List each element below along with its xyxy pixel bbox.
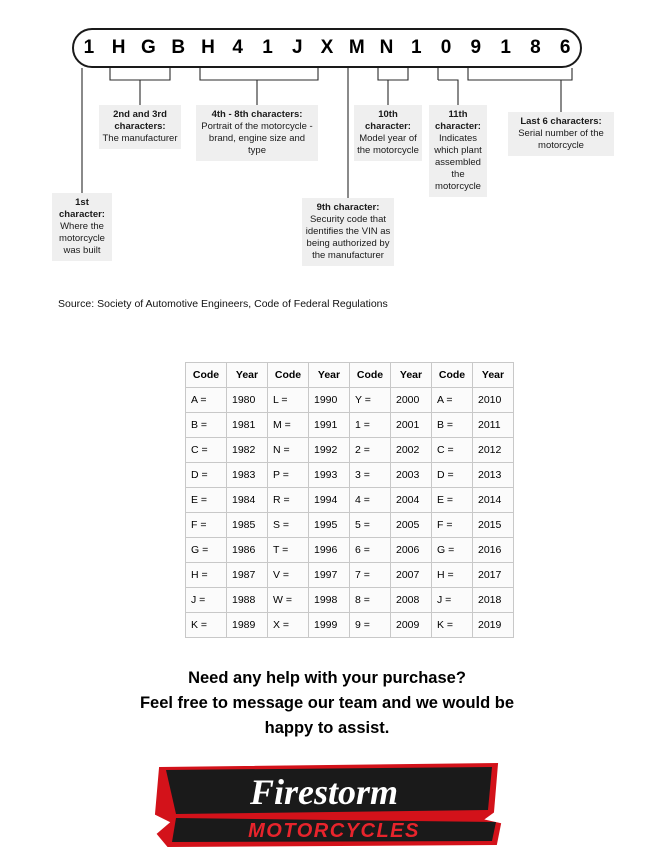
- callout-heading: 1st character:: [59, 197, 105, 220]
- cell-code: G =: [186, 538, 227, 563]
- cell-year: 2007: [391, 563, 432, 588]
- cell-code: N =: [268, 438, 309, 463]
- cell-code: F =: [432, 513, 473, 538]
- table-row: [186, 538, 514, 563]
- help-line-1: Need any help with your purchase?: [188, 669, 466, 687]
- vin-char: B: [171, 37, 186, 58]
- cell-year: 1992: [309, 438, 350, 463]
- cell-code: T =: [268, 538, 309, 563]
- firestorm-motorcycles-logo: [152, 762, 502, 847]
- vin-char: 1: [262, 37, 273, 58]
- callout-heading: 2nd and 3rd characters:: [113, 109, 167, 132]
- cell-year: 2002: [391, 438, 432, 463]
- cell-code: L =: [268, 388, 309, 413]
- cell-year: 1999: [309, 613, 350, 638]
- vin-char: 6: [559, 37, 571, 58]
- cell-year: 2011: [473, 413, 514, 438]
- cell-year: 2019: [473, 613, 514, 638]
- cell-code: C =: [186, 438, 227, 463]
- vin-char: M: [348, 37, 365, 58]
- cell-code: P =: [268, 463, 309, 488]
- cell-year: 1998: [309, 588, 350, 613]
- cell-year: 1984: [227, 488, 268, 513]
- cell-code: E =: [432, 488, 473, 513]
- vin-bar-container: [72, 28, 582, 68]
- table-row: [186, 463, 514, 488]
- cell-code: M =: [268, 413, 309, 438]
- column-header: Year: [473, 363, 514, 388]
- callout-body: Portrait of the motorcycle - brand, engine size and type: [201, 121, 313, 156]
- cell-year: 2018: [473, 588, 514, 613]
- vin-char: H: [201, 37, 215, 58]
- vin-char: 9: [470, 37, 482, 58]
- cell-code: E =: [186, 488, 227, 513]
- cell-year: 2001: [391, 413, 432, 438]
- table-row: [186, 563, 514, 588]
- table-row: [186, 413, 514, 438]
- cell-code: 4 =: [350, 488, 391, 513]
- cell-code: 7 =: [350, 563, 391, 588]
- cell-year: 1982: [227, 438, 268, 463]
- cell-year: 2016: [473, 538, 514, 563]
- cell-code: X =: [268, 613, 309, 638]
- cell-code: 1 =: [350, 413, 391, 438]
- vin-char: N: [379, 37, 394, 58]
- help-line-2: Feel free to message our team and we would be: [139, 694, 515, 712]
- cell-year: 2014: [473, 488, 514, 513]
- callout-heading: 9th character:: [316, 202, 380, 213]
- cell-year: 1990: [309, 388, 350, 413]
- cell-year: 2015: [473, 513, 514, 538]
- table-row: [186, 588, 514, 613]
- callout-body: Serial number of the motorcycle: [518, 128, 604, 151]
- cell-code: D =: [432, 463, 473, 488]
- vin-bar: [72, 28, 582, 68]
- cell-code: K =: [432, 613, 473, 638]
- cell-code: 9 =: [350, 613, 391, 638]
- column-header: Code: [268, 363, 309, 388]
- cell-code: J =: [432, 588, 473, 613]
- cell-year: 1981: [227, 413, 268, 438]
- vin-char: G: [141, 37, 156, 58]
- cell-year: 1985: [227, 513, 268, 538]
- cell-year: 2009: [391, 613, 432, 638]
- vin-char: X: [320, 37, 334, 58]
- cell-code: Y =: [350, 388, 391, 413]
- cell-year: 2005: [391, 513, 432, 538]
- column-header: Year: [227, 363, 268, 388]
- table-row: [186, 438, 514, 463]
- vin-char: 1: [500, 37, 511, 58]
- callout-eleventh-character: [429, 105, 487, 197]
- cell-code: J =: [186, 588, 227, 613]
- callout-ninth-character: [302, 198, 394, 266]
- table-row: [186, 488, 514, 513]
- callout-heading: Last 6 characters:: [520, 116, 602, 127]
- source-note: Source: Society of Automotive Engineers, Code of Federal Regulations: [58, 298, 388, 310]
- logo-secondary-text: MOTORCYCLES: [248, 820, 420, 842]
- cell-year: 1986: [227, 538, 268, 563]
- cell-year: 2008: [391, 588, 432, 613]
- callout-heading: 11th character:: [435, 109, 481, 132]
- cell-code: A =: [186, 388, 227, 413]
- cell-year: 2000: [391, 388, 432, 413]
- cell-code: G =: [432, 538, 473, 563]
- callout-second-third-characters: [99, 105, 181, 149]
- cell-code: C =: [432, 438, 473, 463]
- callout-tenth-character: [354, 105, 422, 161]
- cell-year: 2010: [473, 388, 514, 413]
- callout-body: Model year of the motorcycle: [357, 133, 419, 156]
- cell-year: 2017: [473, 563, 514, 588]
- logo-primary-text: Firestorm: [249, 772, 399, 812]
- vin-char: 8: [530, 37, 541, 58]
- help-message: [0, 666, 654, 741]
- cell-year: 2003: [391, 463, 432, 488]
- cell-code: H =: [432, 563, 473, 588]
- column-header: Code: [432, 363, 473, 388]
- callout-body: Indicates which plant assembled the motorcycle: [434, 133, 482, 192]
- callout-body: The manufacturer: [102, 133, 178, 144]
- cell-code: W =: [268, 588, 309, 613]
- cell-code: K =: [186, 613, 227, 638]
- vin-char: 1: [411, 37, 422, 58]
- cell-year: 1988: [227, 588, 268, 613]
- help-line-3: happy to assist.: [264, 719, 390, 737]
- cell-code: B =: [432, 413, 473, 438]
- cell-code: 2 =: [350, 438, 391, 463]
- vin-char: 1: [83, 37, 95, 58]
- cell-year: 2004: [391, 488, 432, 513]
- cell-year: 1987: [227, 563, 268, 588]
- cell-code: 8 =: [350, 588, 391, 613]
- cell-code: A =: [432, 388, 473, 413]
- vin-char: 4: [232, 37, 243, 58]
- callout-body: Where the motorcycle was built: [59, 221, 105, 256]
- table-header-row: [186, 363, 514, 388]
- callout-last-six-characters: [508, 112, 614, 156]
- cell-code: H =: [186, 563, 227, 588]
- cell-year: 2013: [473, 463, 514, 488]
- cell-code: S =: [268, 513, 309, 538]
- cell-year: 1997: [309, 563, 350, 588]
- callout-body: Security code that identifies the VIN as being authorized by the manufacturer: [305, 214, 391, 261]
- cell-year: 1980: [227, 388, 268, 413]
- callout-heading: 4th - 8th characters:: [211, 109, 303, 120]
- table-row: [186, 613, 514, 638]
- callout-first-character: [52, 193, 112, 261]
- cell-year: 1989: [227, 613, 268, 638]
- cell-year: 1994: [309, 488, 350, 513]
- vin-char: J: [291, 37, 303, 58]
- cell-code: 3 =: [350, 463, 391, 488]
- cell-year: 1983: [227, 463, 268, 488]
- model-year-code-table: [185, 362, 514, 638]
- cell-code: V =: [268, 563, 309, 588]
- column-header: Year: [309, 363, 350, 388]
- cell-code: D =: [186, 463, 227, 488]
- table-row: [186, 513, 514, 538]
- cell-code: 6 =: [350, 538, 391, 563]
- cell-code: 5 =: [350, 513, 391, 538]
- cell-code: R =: [268, 488, 309, 513]
- cell-year: 2012: [473, 438, 514, 463]
- cell-code: B =: [186, 413, 227, 438]
- cell-year: 1996: [309, 538, 350, 563]
- table-row: [186, 388, 514, 413]
- cell-year: 1991: [309, 413, 350, 438]
- column-header: Code: [350, 363, 391, 388]
- callout-heading: 10th character:: [365, 109, 411, 132]
- vin-char: 0: [440, 37, 452, 58]
- cell-year: 1995: [309, 513, 350, 538]
- cell-year: 1993: [309, 463, 350, 488]
- callout-fourth-eighth-characters: [196, 105, 318, 161]
- cell-year: 2006: [391, 538, 432, 563]
- vin-char: H: [111, 37, 126, 58]
- column-header: Code: [186, 363, 227, 388]
- column-header: Year: [391, 363, 432, 388]
- cell-code: F =: [186, 513, 227, 538]
